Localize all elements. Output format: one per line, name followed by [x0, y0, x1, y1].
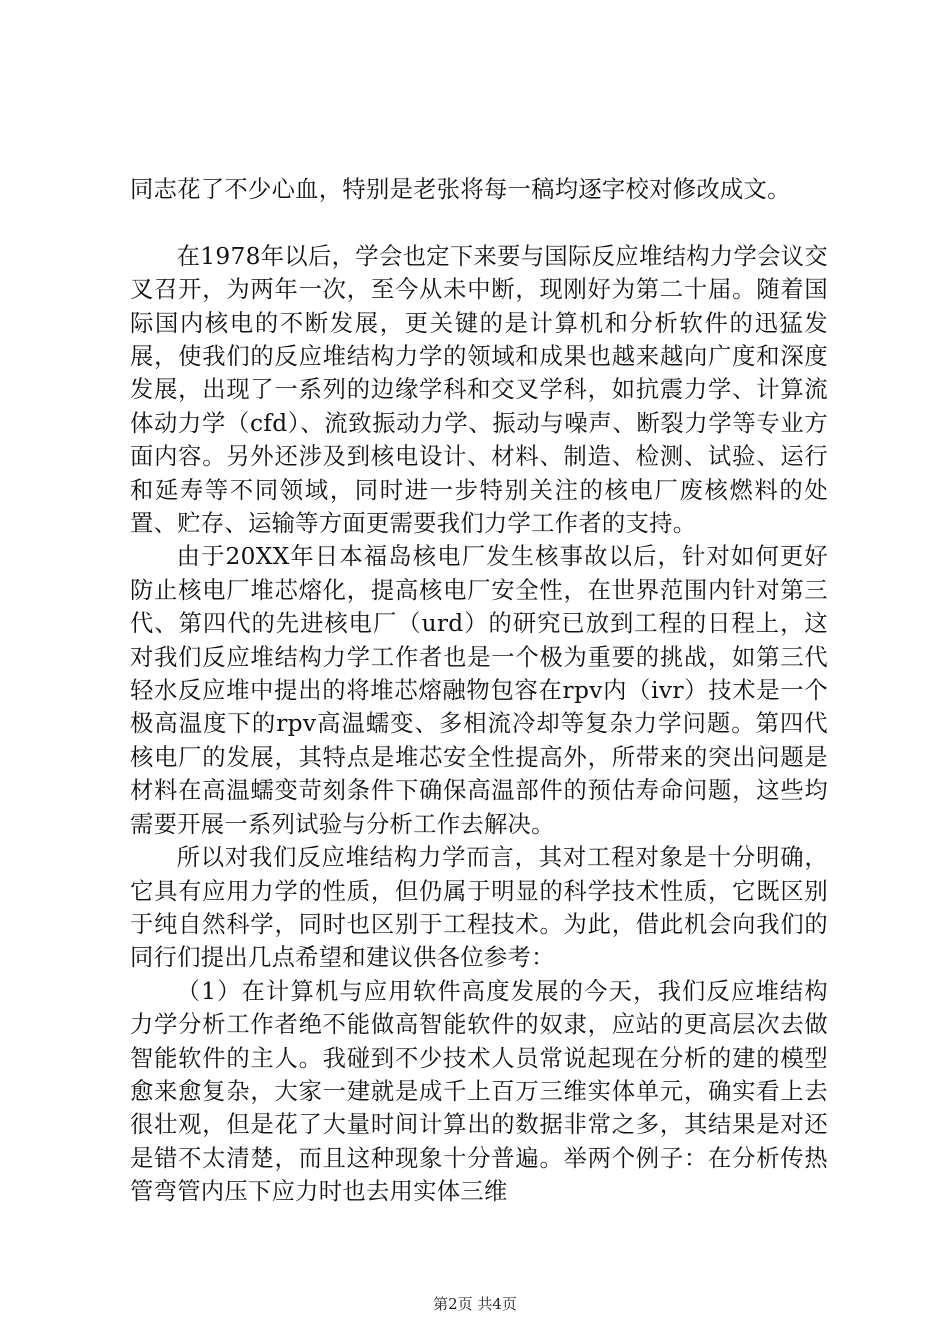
- page-number-footer: 第2页 共4页: [433, 1295, 517, 1313]
- paragraph-fukushima: 由于20XX年日本福岛核电厂发生核事故以后，针对如何更好防止核电厂堆芯熔化，提高核电厂安全性，在世界范围内针对第三代、第四代的先进核电厂（urd）的研究已放到工程的日程上，这对我们反应堆结构力学工作者也是一个极为重要的挑战，如第三代轻水反应堆中提出的将堆芯熔融物包容在rpv内（ivr）技术是一个极高温度下的rpv高温蠕变、多相流冷却等复杂力学问题。第四代核电厂的发展，其特点是堆芯安全性提高外，所带来的突出问题是材料在高温蠕变苛刻条件下确保高温部件的预估寿命问题，这些均需要开展一系列试验与分析工作去解决。: [130, 543, 828, 838]
- paragraph-suggestion-1: （1）在计算机与应用软件高度发展的今天，我们反应堆结构力学分析工作者绝不能做高智能软件的奴隶，应站的更高层次去做智能软件的主人。我碰到不少技术人员常说起现在分析的建的模型愈来愈复杂，大家一建就是成千上百万三维实体单元，确实看上去很壮观，但是花了大量时间计算出的数据非常之多，其结果是对还是错不太清楚，而且这种现象十分普遍。举两个例子：在分析传热管弯管内压下应力时也去用实体三维: [130, 977, 828, 1206]
- paragraph-continuation: 同志花了不少心血，特别是老张将每一稿均逐字校对修改成文。: [130, 176, 791, 203]
- document-body: [130, 173, 828, 1209]
- paragraph-suggestions-intro: 所以对我们反应堆结构力学而言，其对工程对象是十分明确，它具有应用力学的性质，但仍属于明显的科学技术性质，它既区别于纯自然科学，同时也区别于工程技术。为此，借此机会向我们的同行们提出几点希望和建议供各位参考：: [130, 844, 828, 972]
- paragraph-1978-conference: 在1978年以后，学会也定下来要与国际反应堆结构力学会议交叉召开，为两年一次，至今从未中断，现刚好为第二十届。随着国际国内核电的不断发展，更关键的是计算机和分析软件的迅猛发展，使我们的反应堆结构力学的领域和成果也越来越向广度和深度发展，出现了一系列的边缘学科和交叉学科，如抗震力学、计算流体动力学（cfd）、流致振动力学、振动与噪声、断裂力学等专业方面内容。另外还涉及到核电设计、材料、制造、检测、试验、运行和延寿等不同领域，同时进一步特别关注的核电厂废核燃料的处置、贮存、运输等方面更需要我们力学工作者的支持。: [130, 242, 828, 538]
